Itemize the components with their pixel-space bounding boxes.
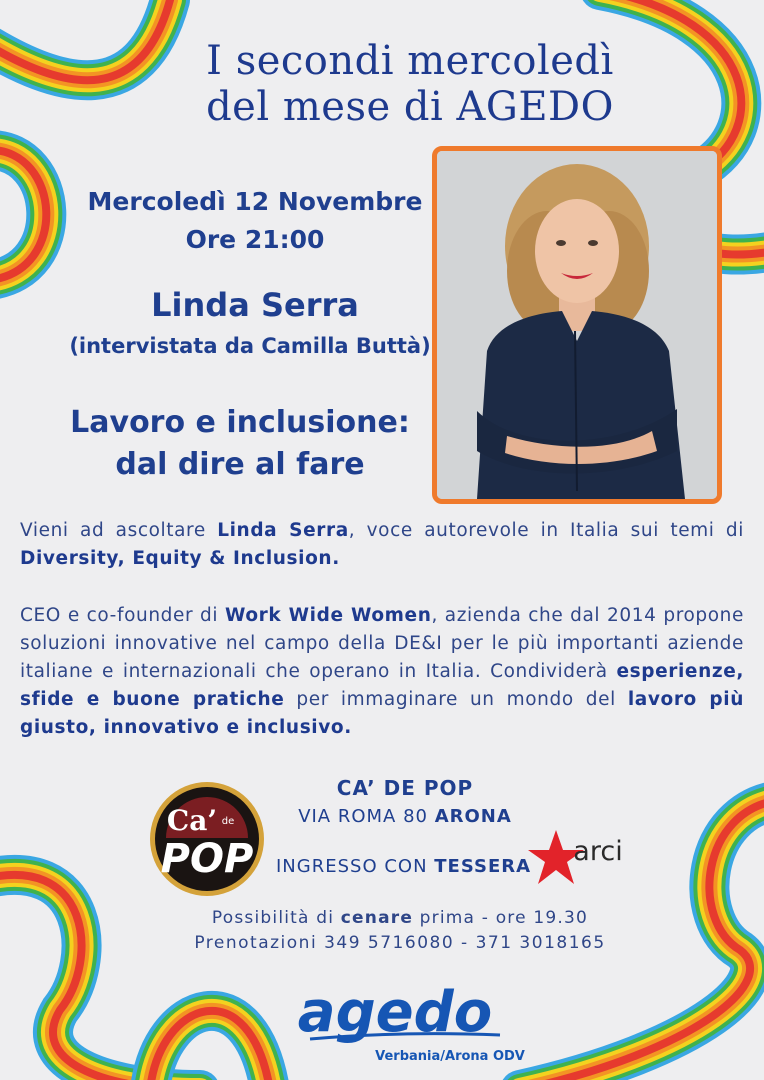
intro-text-1: Vieni ad ascoltare [20, 520, 218, 541]
cadepop-ca: Ca’ [166, 804, 218, 837]
intro-bold-speaker: Linda Serra [217, 520, 349, 541]
entry-text: INGRESSO CON [276, 856, 435, 877]
dinner-info [160, 906, 640, 930]
event-date: Mercoledì 12 Novembre [87, 187, 423, 216]
venue-street: VIA ROMA 80 [298, 806, 435, 827]
booking-phones: Prenotazioni 349 5716080 - 371 3018165 [194, 933, 606, 953]
event-topic [30, 402, 450, 486]
bio-text-2: , azienda che dal 2014 propone soluzioni innovative nel campo della DE&I per le più importanti aziende italiane e internazionali che operano in Italia. Condividerà [20, 605, 744, 682]
interviewer-note: (intervistata da Camilla Buttà) [69, 334, 431, 358]
speaker-photo [432, 146, 722, 504]
topic-line-1: Lavoro e inclusione: [70, 405, 410, 440]
entry-requirement [276, 853, 536, 881]
bio-text-3: per immaginare un mondo del [284, 689, 628, 710]
venue-city: ARONA [434, 806, 512, 827]
poster-title [150, 38, 670, 130]
bio-text-1: CEO e co-founder di [20, 605, 225, 626]
agedo-logo [290, 965, 540, 1075]
event-time: Ore 21:00 [185, 225, 325, 254]
dinner-text-2: prima - ore 19.30 [413, 908, 589, 928]
topic-line-2: dal dire al fare [115, 447, 365, 482]
title-line-1: I secondi mercoledì [206, 38, 614, 84]
entry-bold: TESSERA [434, 856, 532, 877]
bio-paragraph [20, 602, 744, 742]
intro-bold-dei: Diversity, Equity & Inclusion. [20, 548, 340, 569]
agedo-wordmark: agedo [297, 980, 493, 1045]
dinner-bold: cenare [340, 908, 414, 928]
venue-name: CA’ DE POP [336, 776, 474, 800]
cadepop-logo [148, 780, 266, 898]
dinner-text-1: Possibilità di [211, 908, 341, 928]
cadepop-de: de [221, 816, 235, 827]
arci-wordmark: arci [573, 836, 623, 867]
bio-bold-company: Work Wide Women [224, 605, 432, 626]
intro-paragraph [20, 517, 744, 573]
speaker-portrait-image [437, 151, 717, 499]
cadepop-pop: POP [160, 836, 254, 882]
agedo-subtitle: Verbania/Arona ODV [375, 1049, 525, 1064]
bio-bold-experiences: esperienze, sfide e buone pratiche [20, 661, 744, 710]
arci-logo [528, 828, 638, 890]
title-line-2: del mese di AGEDO [206, 84, 614, 130]
venue-address [290, 804, 520, 830]
bio-bold-work: lavoro più giusto, innovativo e inclusivo. [20, 689, 744, 738]
intro-text-2: , voce autorevole in Italia sui temi di [348, 520, 744, 541]
speaker-name: Linda Serra [151, 286, 359, 324]
